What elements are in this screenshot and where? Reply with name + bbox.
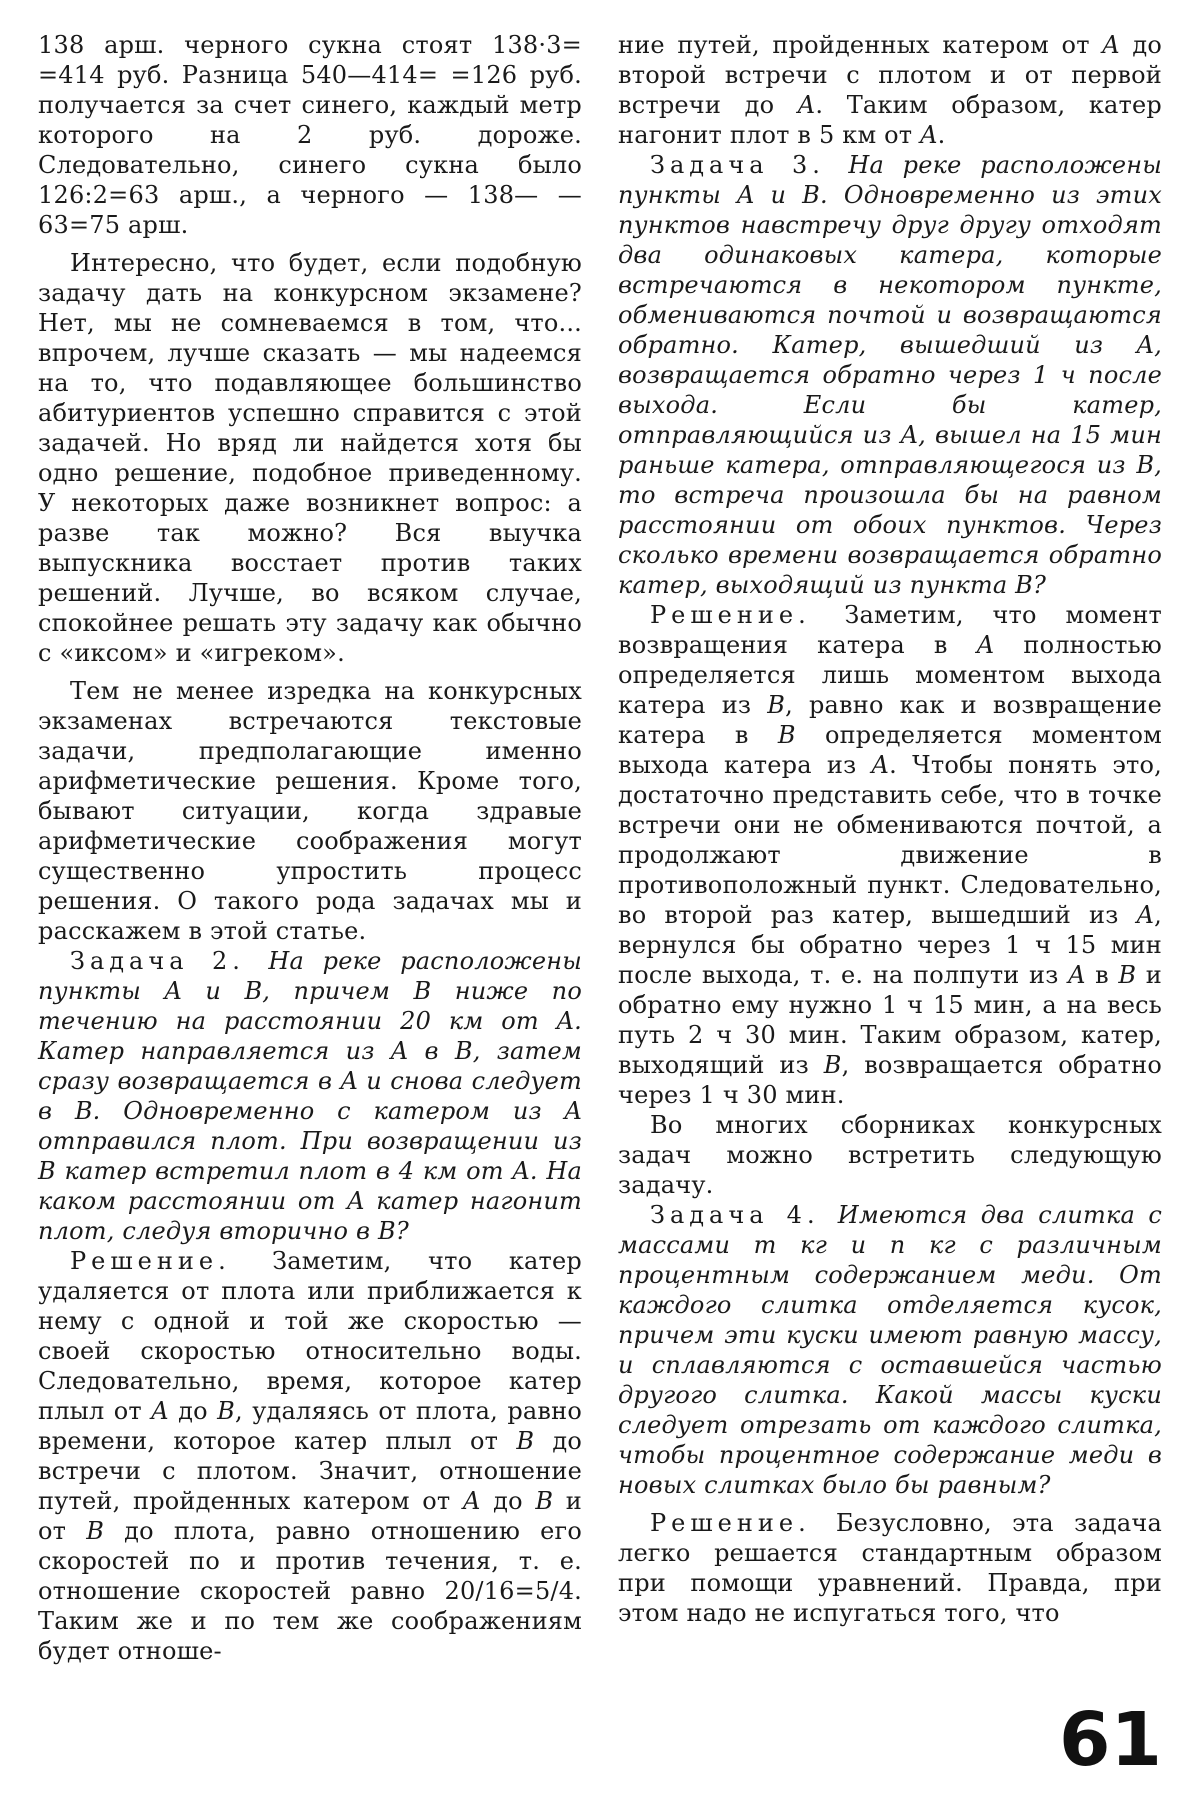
section-label: Задача 3. bbox=[650, 151, 849, 179]
paragraph bbox=[38, 946, 582, 1246]
math-variable: A bbox=[920, 121, 938, 149]
section-label: Решение. bbox=[650, 601, 845, 629]
math-variable: B bbox=[823, 1051, 842, 1079]
section-label: Задача 2. bbox=[70, 947, 269, 975]
paragraph bbox=[618, 600, 1162, 1110]
paragraph bbox=[618, 150, 1162, 600]
paragraph-text: Интересно, что будет, если подобную задачу дать на конкурсном экзамене? Нет, мы не сомневаемся в том, что... впрочем, лучше сказать — мы надеемся на то, что подавляющее большинство абитуриентов успешно справится с этой задачей. Но вряд ли найдется хотя бы одно решение, подобное приведенному. У некоторых даже возникнет вопрос: а разве так можно? Вся выучка выпускника восстает против таких решений. Лучше, во всяком случае, спокойнее решать эту задачу как обычно с «иксом» и «игреком». bbox=[38, 249, 582, 667]
paragraph-text: На реке расположены пункты A и B, причем B ниже по течению на расстоянии 20 км от A. Катер направляется из A в B, затем сразу возвращается в A и снова следует в B. Одновременно с катером из A отправился плот. При возвращении из B катер встретил плот в 4 км от A. На каком расстоянии от A катер нагонит плот, следуя вторично в B? bbox=[38, 947, 582, 1245]
math-variable: A bbox=[1136, 901, 1155, 929]
math-variable: A bbox=[463, 1487, 481, 1515]
math-variable: B bbox=[516, 1427, 535, 1455]
paragraph-text: ние путей, пройденных катером от A до второй встречи с плотом и от первой встречи до A. Таким образом, катер нагонит плот в 5 км от A. bbox=[618, 31, 1162, 149]
right-text-column bbox=[618, 30, 1162, 1628]
left-text-column bbox=[38, 30, 582, 1666]
math-variable: B bbox=[777, 721, 796, 749]
paragraph-text: Тем не менее изредка на конкурсных экзаменах встречаются текстовые задачи, предполагающие именно арифметические решения. Кроме того, бывают ситуации, когда здравые арифметические соображения могут существенно упростить процесс решения. О такого рода задачах мы и расскажем в этой статье. bbox=[38, 677, 582, 945]
paragraph-text: На реке расположены пункты A и B. Одновременно из этих пунктов навстречу друг другу отходят два одинаковых катера, которые встречаются в некотором пункте, обмениваются почтой и возвращаются обратно. Катер, вышедший из A, возвращается обратно через 1 ч после выхода. Если бы катер, отправляющийся из A, вышел на 15 мин раньше катера, отправляющегося из B, то встреча произошла бы на равном расстоянии от обоих пунктов. Через сколько времени возвращается обратно катер, выходящий из пункта B? bbox=[618, 151, 1162, 599]
math-variable: B bbox=[535, 1487, 554, 1515]
math-variable: A bbox=[151, 1397, 169, 1425]
paragraph bbox=[38, 248, 582, 668]
math-variable: B bbox=[86, 1517, 105, 1545]
paragraph bbox=[38, 30, 582, 240]
paragraph-text: Во многих сборниках конкурсных задач можно встретить следующую задачу. bbox=[618, 1111, 1162, 1199]
math-variable: A bbox=[976, 631, 995, 659]
paragraph-text: Безусловно, эта задача легко решается стандартным образом при помощи уравнений. Правда, при этом надо не испугаться того, что bbox=[618, 1509, 1162, 1627]
paragraph bbox=[618, 30, 1162, 150]
math-variable: A bbox=[1102, 31, 1120, 59]
paragraph bbox=[618, 1200, 1162, 1500]
paragraph-text: 138 арш. черного сукна стоят 138·3= =414 руб. Разница 540—414= =126 руб. получается за счет синего, каждый метр которого на 2 руб. дороже. Следовательно, синего сукна было 126:2=63 арш., а черного — 138— —63=75 арш. bbox=[38, 31, 582, 239]
paragraph-text: Заметим, что катер удаляется от плота или приближается к нему с одной и той же скоростью — своей скоростью относительно воды. Следовательно, время, которое катер плыл от A до B, удаляясь от плота, равно времени, которое катер плыл от B до встречи с плотом. Значит, отношение путей, пройденных катером от A до B и от B до плота, равно отношению его скоростей по и против течения, т. е. отношение скоростей равно 20/16=5/4. Таким же и по тем же соображениям будет отноше- bbox=[38, 1247, 582, 1665]
paragraph-text: Имеются два слитка с массами m кг и n кг с различным процентным содержанием меди. От каждого слитка отделяется кусок, причем эти куски имеют равную массу, и сплавляются с оставшейся частью другого слитка. Какой массы куски следует отрезать от каждого слитка, чтобы процентное содержание меди в новых слитках было бы равным? bbox=[618, 1201, 1162, 1499]
paragraph bbox=[38, 1246, 582, 1666]
paragraph bbox=[618, 1508, 1162, 1628]
page-number: 61 bbox=[1059, 1697, 1162, 1783]
math-variable: A bbox=[797, 91, 816, 119]
paragraph-text: Заметим, что момент возвращения катера в A полностью определяется лишь моментом выхода катера из B, равно как и возвращение катера в B определяется моментом выхода катера из A. Чтобы понять это, достаточно представить себе, что в точке встречи они не обмениваются почтой, а продолжают движение в противоположный пункт. Следовательно, во второй раз катер, вышедший из A, вернулся бы обратно через 1 ч 15 мин после выхода, т. е. на полпути из A в B и обратно ему нужно 1 ч 15 мин, а на весь путь 2 ч 30 мин. Таким образом, катер, выходящий из B, возвращается обратно через 1 ч 30 мин. bbox=[618, 601, 1163, 1109]
math-variable: A bbox=[1068, 961, 1086, 989]
paragraph bbox=[38, 676, 582, 946]
math-variable: B bbox=[767, 691, 786, 719]
math-variable: B bbox=[1118, 961, 1137, 989]
section-label: Решение. bbox=[70, 1247, 273, 1275]
math-variable: A bbox=[871, 751, 890, 779]
math-variable: B bbox=[217, 1397, 235, 1425]
paragraph bbox=[618, 1110, 1162, 1200]
section-label: Задача 4. bbox=[650, 1201, 838, 1229]
section-label: Решение. bbox=[650, 1509, 836, 1537]
